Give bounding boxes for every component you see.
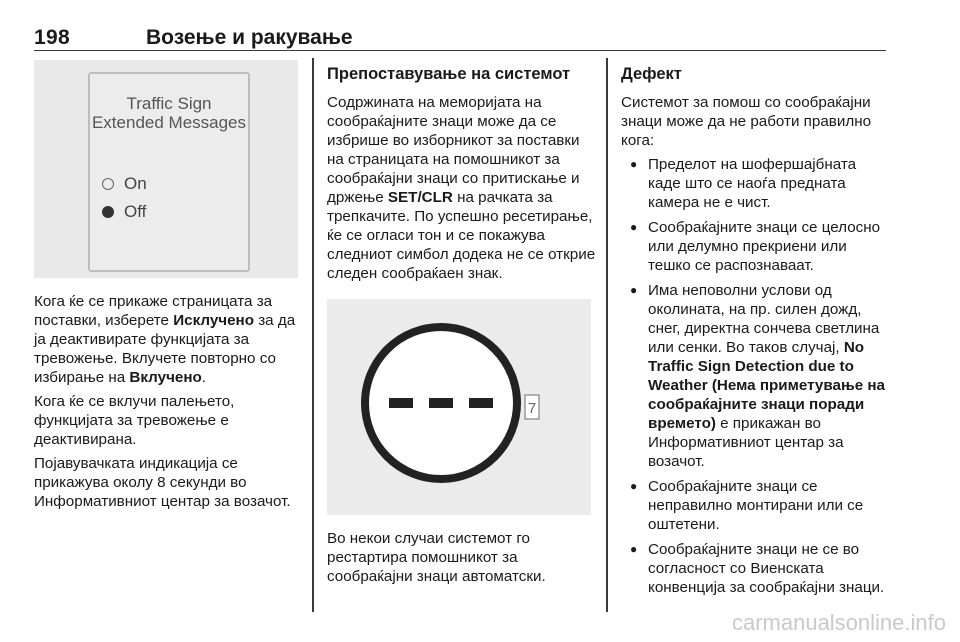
paragraph-2: Кога ќе се вклучи палењето, функцијата за тревожење е деактивирана. [34,393,235,448]
column-3 [621,64,889,603]
list-item: ● Има неповолни услови од околината, на пр. силен дожд, снег, директна сончева светлина или сенки. Во таков случај, No Traffic Sign Detection due to Weather (Нема приметување на сообраќајните знаци поради времето) е прикажан во Информативниот центар за возачот. [621,281,889,471]
list-item: ● Сообраќајните знаци се неправилно монтирани или се оштетени. [621,477,889,534]
paragraph-3: Појавувачката индикација се прикажува околу 8 секунди во Информативниот центар за возачот. [34,455,291,510]
page-header [34,22,886,51]
fault-intro: Системот за помош со сообраќајни знаци може да не работи правилно кога: [621,94,872,149]
restart-paragraph: Во некои случаи системот го рестартира помошникот за сообраќајни знаци автоматски. [327,530,546,585]
paragraph-1: Кога ќе се прикаже страницата за поставки, изберете Исклучено за да ја деактивирате функцијата за тревожење. Вклучете повторно со избирање на Вклучено. [34,293,296,386]
no-sign-detected-icon [327,299,591,515]
radio-off-icon [102,178,114,190]
option-off [102,202,146,221]
no-sign-symbol-figure [327,299,591,515]
settings-screen [88,72,250,272]
watermark: carmanualsonline.info [731,610,946,635]
column-1 [34,60,302,516]
settings-screen-figure [34,60,298,278]
list-item: ● Сообраќајните знаци се целосно или делумно прекриени или тешко се распознаваат. [621,218,889,275]
fault-list [621,155,889,597]
option-on-label: On [124,174,147,193]
list-item: ● Пределот на шофершајбната каде што се наоѓа предната камера не е чист. [621,155,889,212]
radio-selected-icon [102,206,114,218]
list-item: ● Сообраќајните знаци не се во согласност со Виенската конвенција за сообраќајни знаци. [621,540,889,597]
chapter-title: Возење и ракување [146,26,353,49]
figure-tag: 7 [527,400,537,417]
option-on [102,174,147,193]
column-divider-2 [606,58,608,612]
page-number: 198 [34,26,70,49]
column-divider-1 [312,58,314,612]
option-off-label: Off [124,202,147,221]
section-heading-fault: Дефект [621,65,682,83]
screen-title: Traffic Sign Extended Messages [91,94,247,132]
section-heading-reset: Препоставување на системот [327,65,571,83]
reset-paragraph: Содржината на меморијата на сообраќајните знаци може да се избрише во изборникот за поставки на страницата на помошникот за сообраќајни знаци со притискање и држење SET/CLR на рачката за трепкачите. По успешно ресетирање, ќе се огласи тон и се покажува следниот симбол додека не се открие следен сообраќаен знак. [327,94,596,282]
column-2 [327,64,597,591]
